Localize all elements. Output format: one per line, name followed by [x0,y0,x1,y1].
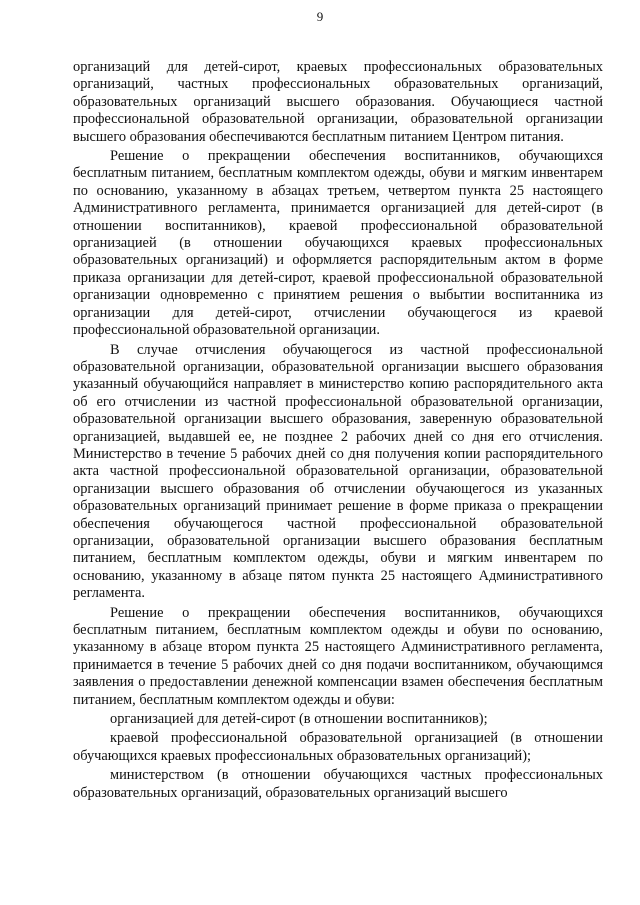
document-body [73,59,603,802]
page-number: 9 [316,9,324,24]
paragraph-termination-decision: Решение о прекращении обеспечения воспитанников, обучающихся бесплатным питанием, бесплатным комплектом одежды, обуви и мягким инвентарем по основанию, указанному в абзацах третьем, четвертом пункта 25 настоящего Административного регламента, принимается организацией для детей-сирот (в отношении воспитанников), краевой профессиональной образовательной организацией (в отношении обучающихся краевых профессиональных образовательных организаций) и оформляется распорядительным актом в форме приказа организации для детей-сирот, краевой профессиональной образовательной организации одновременно с принятием решения о выбытии воспитанника из организации для детей-сирот, отчислении обучающегося из краевой профессиональной образовательной организации. [73,148,603,339]
paragraph-continuation: организаций для детей-сирот, краевых профессиональных образовательных организаций, частных профессиональных образовательных организаций, образовательных организаций высшего образования. Обучающиеся частной профессиональной образовательной организации, образовательной организации высшего образования обеспечиваются бесплатным питанием Центром питания. [73,59,603,145]
paragraph-expulsion-case: В случае отчисления обучающегося из частной профессиональной образовательной организации, образовательной организации высшего образования указанный обучающийся направляет в министерство копию распорядительного акта об его отчислении из частной профессиональной образовательной организации, образовательной организации высшего образования, заверенную образовательной организацией, выдавшей ее, не позднее 2 рабочих дней со дня его отчисления. Министерство в течение 5 рабочих дней со дня получения копии распорядительного акта частной профессиональной образовательной организации, образовательной организации высшего образования об отчислении обучающегося из указанных образовательных организаций принимает решение в форме приказа о прекращении обеспечения обучающегося частной профессиональной образовательной организации, образовательной организации высшего образования бесплатным питанием, бесплатным комплектом одежды, обуви и мягким инвентарем по основанию, указанному в абзаце пятом пункта 25 настоящего Административного регламента. [73,341,603,602]
list-item-ministry: министерством (в отношении обучающихся частных профессиональных образовательных организаций, образовательных организаций высшего [73,767,603,801]
paragraph-compensation-decision: Решение о прекращении обеспечения воспитанников, обучающихся бесплатным питанием, бесплатным комплектом одежды и обуви по основанию, указанному в абзаце втором пункта 25 настоящего Административного регламента, принимается в течение 5 рабочих дней со дня подачи воспитанником, обучающимся заявления о предоставлении денежной компенсации взамен обеспечения бесплатным питанием, бесплатным комплектом одежды и обуви: [73,604,603,708]
list-item-orphan-organization: организацией для детей-сирот (в отношении воспитанников); [110,711,488,728]
list-item-regional-organization: краевой профессиональной образовательной организацией (в отношении обучающихся краевых профессиональных образовательных организаций); [73,730,603,764]
